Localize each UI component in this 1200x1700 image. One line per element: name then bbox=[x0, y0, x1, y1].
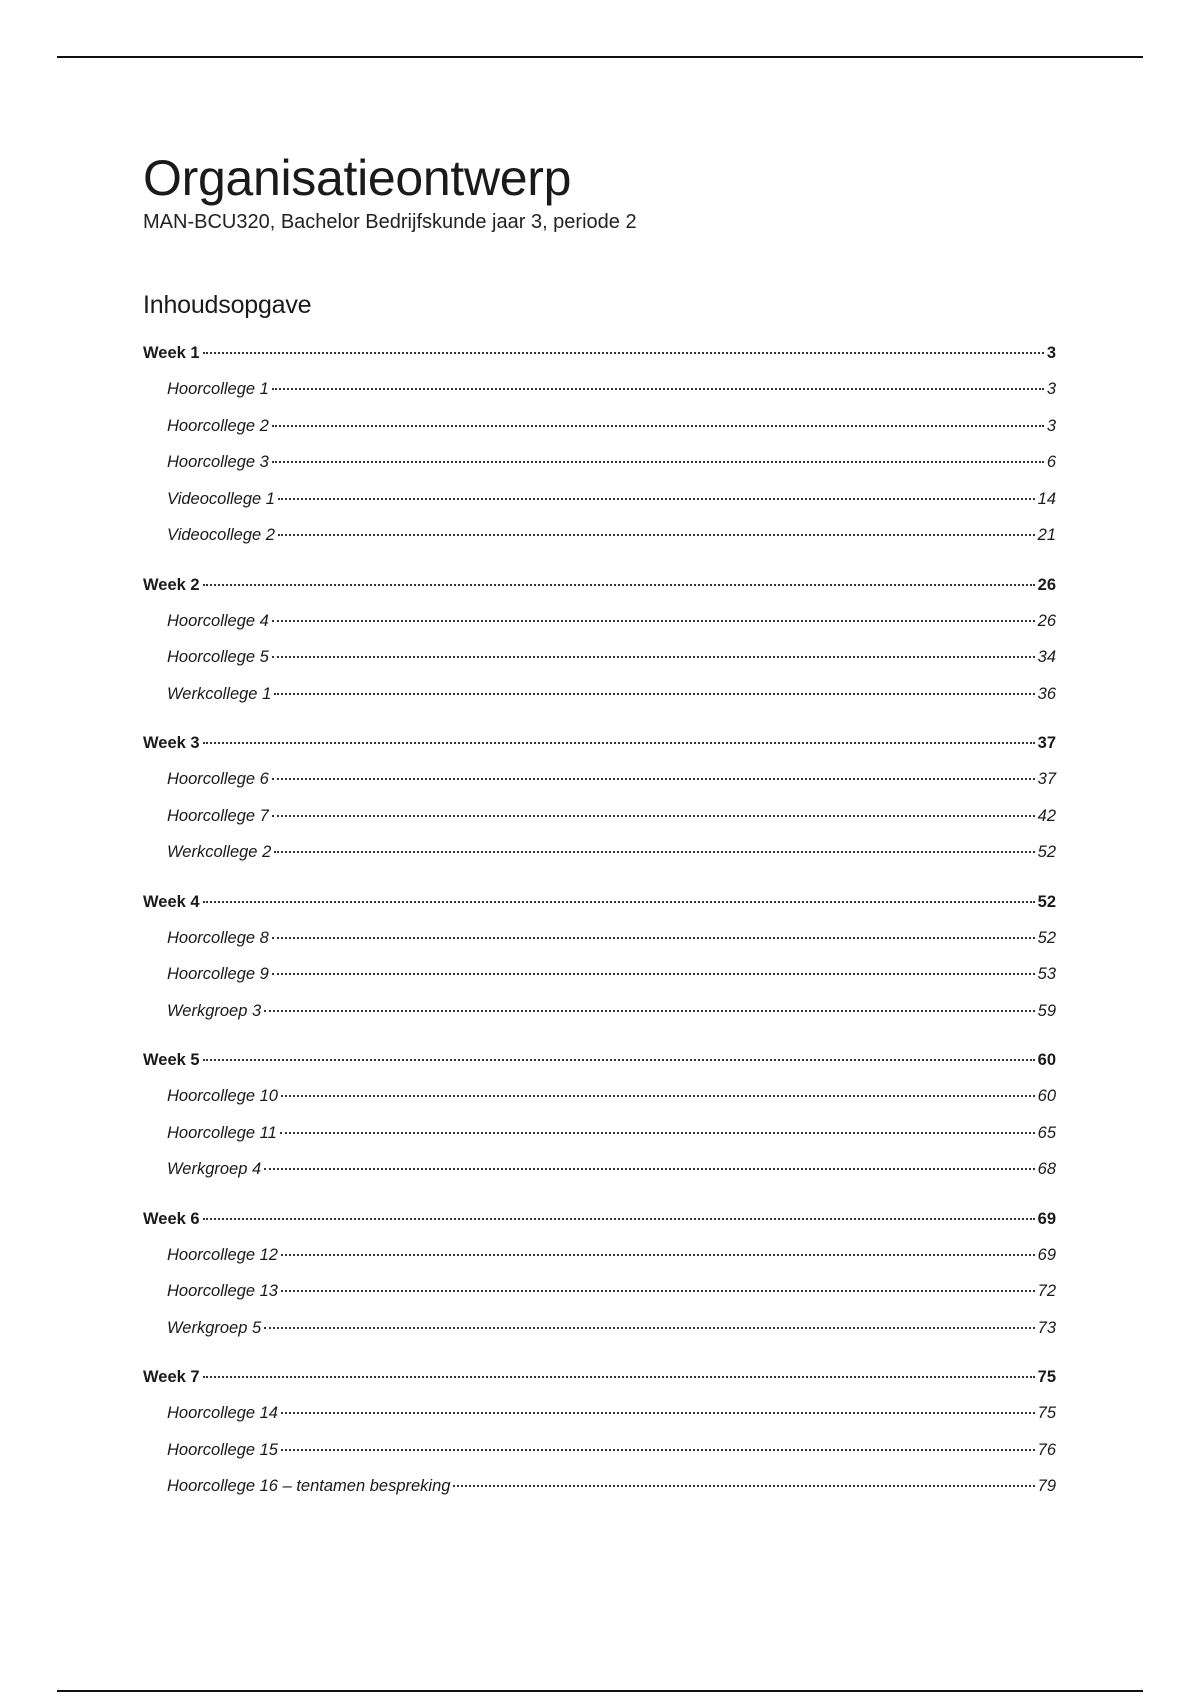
toc-sub-entry[interactable] bbox=[143, 1310, 1056, 1347]
toc-entry-label: Week 3 bbox=[143, 734, 200, 752]
toc-group bbox=[143, 1359, 1056, 1505]
toc-heading: Inhoudsopgave bbox=[143, 291, 312, 319]
toc-sub-entry[interactable] bbox=[143, 1273, 1056, 1310]
toc-group bbox=[143, 335, 1056, 554]
toc-leader-dots bbox=[264, 1327, 1034, 1329]
toc-page-number: 76 bbox=[1037, 1440, 1056, 1459]
document-subtitle: MAN-BCU320, Bachelor Bedrijfskunde jaar 3, periode 2 bbox=[143, 211, 637, 233]
toc-leader-dots bbox=[281, 1412, 1035, 1414]
toc-leader-dots bbox=[281, 1290, 1035, 1292]
toc-sub-entry[interactable] bbox=[143, 956, 1056, 993]
toc-entry-label: Week 5 bbox=[143, 1051, 200, 1069]
toc-leader-dots bbox=[281, 1095, 1035, 1097]
toc-entry-label: Werkcollege 1 bbox=[167, 684, 272, 703]
toc-group bbox=[143, 725, 1056, 871]
toc-leader-dots bbox=[274, 851, 1034, 853]
toc-leader-dots bbox=[203, 1059, 1035, 1061]
toc-page-number: 59 bbox=[1037, 1001, 1056, 1020]
toc-leader-dots bbox=[272, 425, 1044, 427]
toc-sub-entry[interactable] bbox=[143, 639, 1056, 676]
toc-entry-label: Hoorcollege 16 – tentamen bespreking bbox=[167, 1477, 451, 1495]
toc-entry-label: Hoorcollege 13 bbox=[167, 1282, 278, 1300]
toc-sub-entry[interactable] bbox=[143, 1237, 1056, 1274]
toc-leader-dots bbox=[281, 1449, 1035, 1451]
toc-page-number: 26 bbox=[1037, 611, 1056, 630]
toc-page-number: 75 bbox=[1037, 1368, 1056, 1386]
toc-week-entry[interactable] bbox=[143, 335, 1056, 371]
toc-entry-label: Videocollege 1 bbox=[167, 489, 275, 508]
toc-page-number: 3 bbox=[1046, 344, 1056, 362]
toc-page-number: 69 bbox=[1037, 1209, 1056, 1228]
toc-leader-dots bbox=[203, 901, 1035, 903]
toc-sub-entry[interactable] bbox=[143, 444, 1056, 481]
toc-leader-dots bbox=[264, 1168, 1034, 1170]
toc-page-number: 79 bbox=[1037, 1477, 1056, 1495]
toc-page-number: 3 bbox=[1046, 416, 1056, 435]
toc-leader-dots bbox=[203, 1218, 1035, 1220]
toc-sub-entry[interactable] bbox=[143, 920, 1056, 957]
document-title: Organisatieontwerp bbox=[143, 150, 572, 206]
toc-entry-label: Hoorcollege 6 bbox=[167, 770, 269, 788]
header-rule bbox=[57, 56, 1143, 58]
toc-week-entry[interactable] bbox=[143, 1201, 1056, 1237]
toc-page-number: 52 bbox=[1037, 843, 1056, 861]
toc-leader-dots bbox=[272, 656, 1035, 658]
toc-entry-label: Hoorcollege 15 bbox=[167, 1440, 278, 1459]
toc-leader-dots bbox=[281, 1254, 1035, 1256]
toc-entry-label: Hoorcollege 11 bbox=[167, 1123, 277, 1142]
toc-page-number: 3 bbox=[1046, 380, 1056, 398]
toc-group bbox=[143, 1201, 1056, 1347]
toc-entry-label: Hoorcollege 4 bbox=[167, 611, 269, 630]
toc-page-number: 26 bbox=[1037, 575, 1056, 594]
toc-week-entry[interactable] bbox=[143, 725, 1056, 761]
toc-page-number: 52 bbox=[1037, 892, 1056, 911]
toc-page-number: 52 bbox=[1037, 928, 1056, 947]
toc-entry-label: Werkgroep 5 bbox=[167, 1318, 262, 1337]
toc-page-number: 14 bbox=[1037, 489, 1056, 508]
toc-sub-entry[interactable] bbox=[143, 761, 1056, 798]
toc-group bbox=[143, 1042, 1056, 1188]
toc-sub-entry[interactable] bbox=[143, 1395, 1056, 1432]
toc-entry-label: Hoorcollege 7 bbox=[167, 806, 269, 825]
toc-leader-dots bbox=[272, 973, 1035, 975]
toc-week-entry[interactable] bbox=[143, 884, 1056, 920]
toc-group bbox=[143, 567, 1056, 713]
toc-entry-label: Week 2 bbox=[143, 575, 200, 594]
toc-entry-label: Week 1 bbox=[143, 344, 200, 362]
toc-sub-entry[interactable] bbox=[143, 517, 1056, 554]
toc-leader-dots bbox=[278, 534, 1035, 536]
toc-entry-label: Werkgroep 3 bbox=[167, 1001, 262, 1020]
toc-sub-entry[interactable] bbox=[143, 481, 1056, 518]
toc-leader-dots bbox=[453, 1485, 1034, 1487]
toc-sub-entry[interactable] bbox=[143, 603, 1056, 640]
toc-sub-entry[interactable] bbox=[143, 1115, 1056, 1152]
toc-entry-label: Hoorcollege 14 bbox=[167, 1404, 278, 1422]
toc-sub-entry[interactable] bbox=[143, 1432, 1056, 1469]
toc-entry-label: Hoorcollege 1 bbox=[167, 380, 269, 398]
toc-sub-entry[interactable] bbox=[143, 1468, 1056, 1505]
toc-page-number: 65 bbox=[1037, 1123, 1056, 1142]
toc-sub-entry[interactable] bbox=[143, 834, 1056, 871]
toc-leader-dots bbox=[272, 388, 1044, 390]
toc-page-number: 73 bbox=[1037, 1318, 1056, 1337]
toc-leader-dots bbox=[274, 693, 1034, 695]
toc-page-number: 6 bbox=[1046, 453, 1056, 471]
toc-page-number: 36 bbox=[1037, 684, 1056, 703]
toc-page-number: 34 bbox=[1037, 648, 1056, 666]
toc-page-number: 37 bbox=[1037, 770, 1056, 788]
toc-page-number: 75 bbox=[1037, 1404, 1056, 1422]
toc-page-number: 37 bbox=[1037, 734, 1056, 752]
toc-sub-entry[interactable] bbox=[143, 993, 1056, 1030]
toc-sub-entry[interactable] bbox=[143, 676, 1056, 713]
toc-entry-label: Hoorcollege 9 bbox=[167, 965, 269, 983]
toc-leader-dots bbox=[280, 1132, 1035, 1134]
toc-entry-label: Werkgroep 4 bbox=[167, 1160, 262, 1178]
toc-entry-label: Hoorcollege 5 bbox=[167, 648, 269, 666]
toc-sub-entry[interactable] bbox=[143, 371, 1056, 408]
toc-leader-dots bbox=[203, 742, 1035, 744]
toc-entry-label: Week 7 bbox=[143, 1368, 200, 1386]
table-of-contents bbox=[143, 335, 1056, 1505]
toc-leader-dots bbox=[272, 461, 1044, 463]
toc-entry-label: Hoorcollege 3 bbox=[167, 453, 269, 471]
toc-leader-dots bbox=[272, 815, 1035, 817]
toc-week-entry[interactable] bbox=[143, 567, 1056, 603]
toc-page-number: 72 bbox=[1037, 1282, 1056, 1300]
toc-leader-dots bbox=[203, 352, 1044, 354]
toc-entry-label: Week 4 bbox=[143, 892, 200, 911]
toc-sub-entry[interactable] bbox=[143, 1078, 1056, 1115]
toc-entry-label: Hoorcollege 2 bbox=[167, 416, 269, 435]
toc-week-entry[interactable] bbox=[143, 1042, 1056, 1078]
toc-entry-label: Hoorcollege 12 bbox=[167, 1245, 278, 1264]
toc-leader-dots bbox=[272, 937, 1035, 939]
toc-sub-entry[interactable] bbox=[143, 1151, 1056, 1188]
toc-page-number: 68 bbox=[1037, 1160, 1056, 1178]
toc-sub-entry[interactable] bbox=[143, 408, 1056, 445]
toc-page-number: 60 bbox=[1037, 1087, 1056, 1105]
toc-page-number: 69 bbox=[1037, 1245, 1056, 1264]
toc-leader-dots bbox=[272, 620, 1035, 622]
toc-week-entry[interactable] bbox=[143, 1359, 1056, 1395]
toc-leader-dots bbox=[278, 498, 1035, 500]
toc-leader-dots bbox=[203, 584, 1035, 586]
toc-leader-dots bbox=[272, 778, 1035, 780]
document-body bbox=[143, 148, 1056, 1505]
toc-group bbox=[143, 884, 1056, 1030]
toc-entry-label: Hoorcollege 10 bbox=[167, 1087, 278, 1105]
toc-leader-dots bbox=[264, 1010, 1034, 1012]
toc-page-number: 21 bbox=[1037, 526, 1056, 544]
toc-leader-dots bbox=[203, 1376, 1035, 1378]
toc-page-number: 42 bbox=[1037, 806, 1056, 825]
toc-entry-label: Werkcollege 2 bbox=[167, 843, 272, 861]
toc-entry-label: Hoorcollege 8 bbox=[167, 928, 269, 947]
toc-entry-label: Week 6 bbox=[143, 1209, 200, 1228]
toc-sub-entry[interactable] bbox=[143, 798, 1056, 835]
toc-entry-label: Videocollege 2 bbox=[167, 526, 275, 544]
toc-page-number: 60 bbox=[1037, 1051, 1056, 1069]
toc-page-number: 53 bbox=[1037, 965, 1056, 983]
footer-rule bbox=[57, 1690, 1143, 1692]
